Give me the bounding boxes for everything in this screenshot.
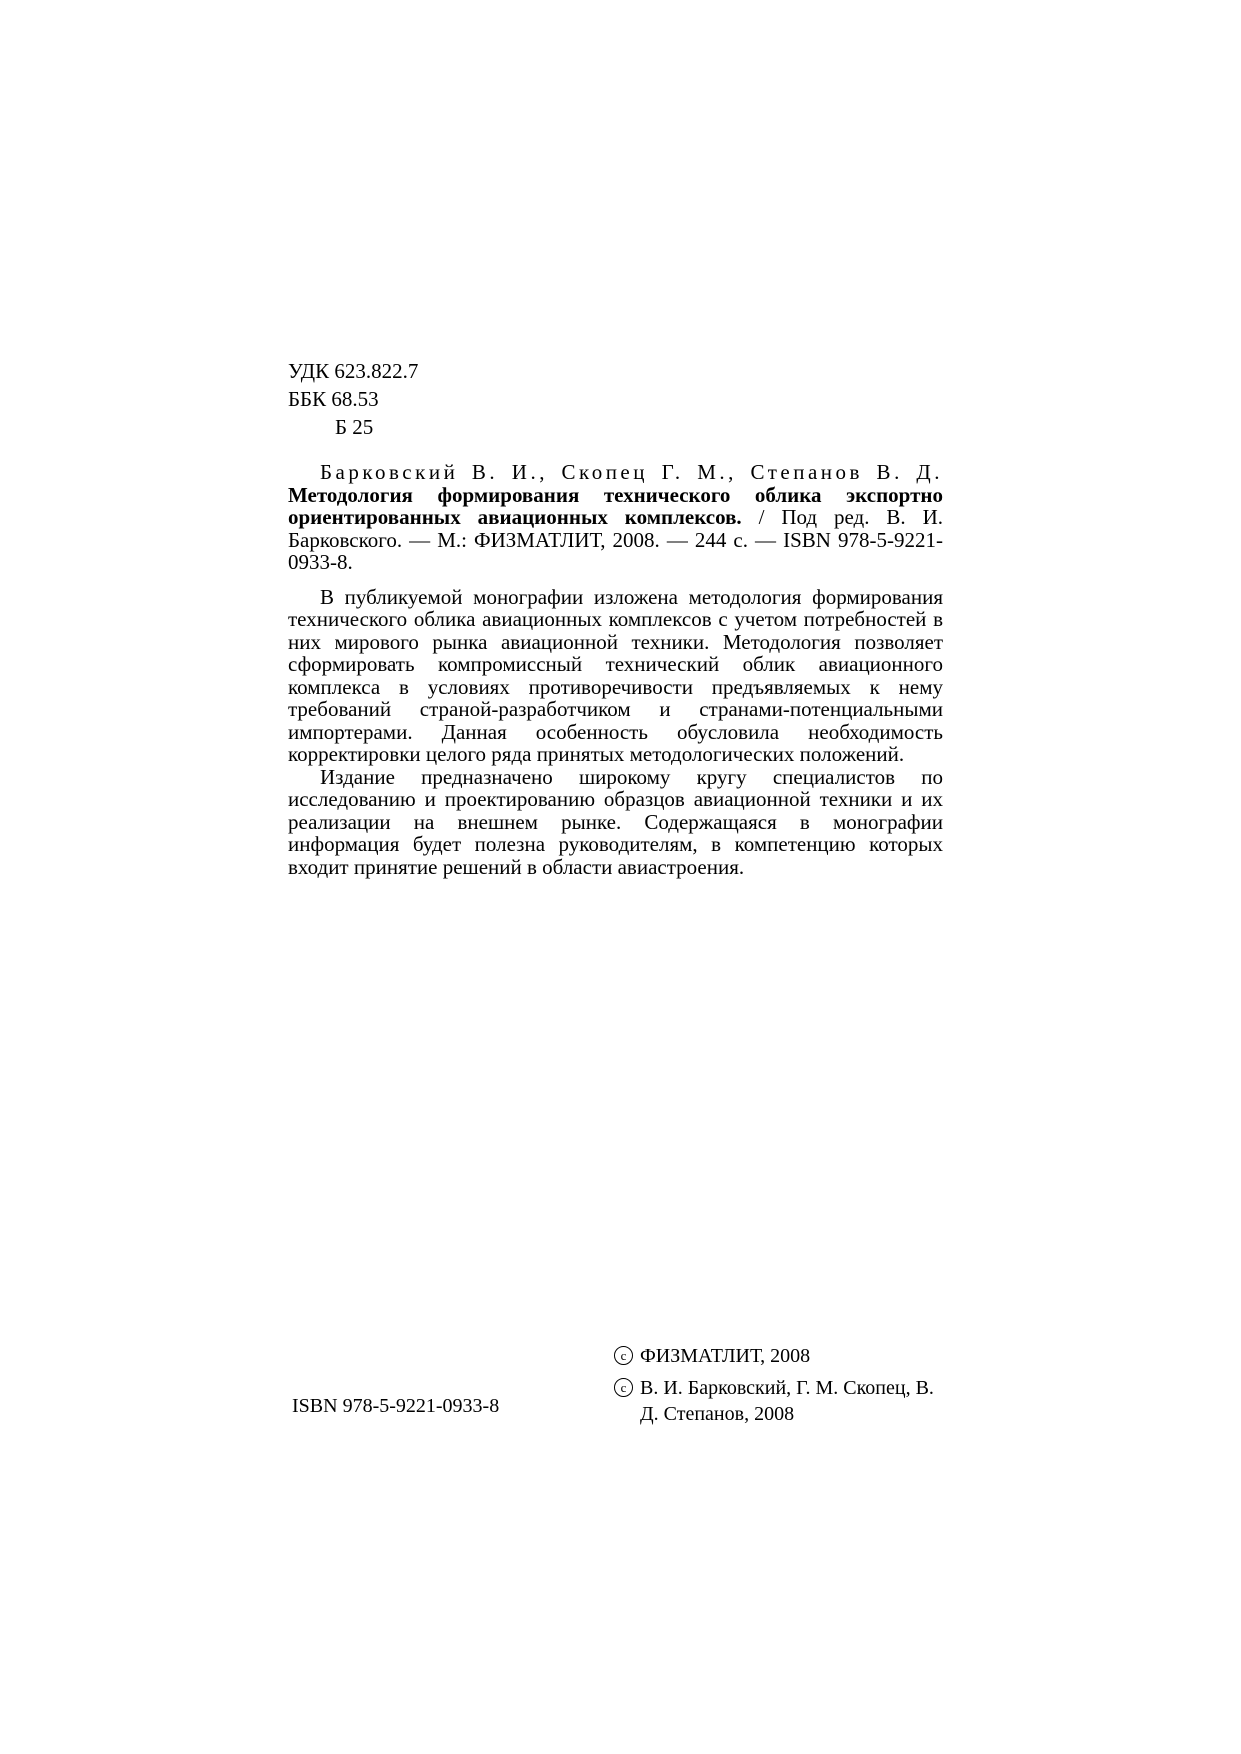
- copyright-authors: [614, 1375, 954, 1427]
- copyright-authors-text: В. И. Барковский, Г. М. Скопец, В. Д. Степанов, 2008: [640, 1377, 934, 1425]
- copyright-block: [614, 1343, 954, 1427]
- udk-code: УДК 623.822.7: [288, 359, 419, 383]
- copyright-icon: c: [614, 1378, 633, 1397]
- bibliographic-entry: [288, 461, 943, 574]
- author-mark: Б 25: [335, 415, 374, 439]
- entry-authors: Барковский В. И., Скопец Г. М., Степанов В. Д.: [320, 460, 943, 484]
- book-title: Методология формирования технического облика экспортно ориентированных авиационных комплексов.: [288, 482, 943, 529]
- copyright-publisher-text: ФИЗМАТЛИТ, 2008: [640, 1345, 811, 1367]
- annotation-paragraph: В публикуемой монографии изложена методология формирования технического облика авиационных комплексов с учетом потребностей в них мирового рынка авиационной техники. Методология позволяет сформировать компромиссный технический облик авиационного комплекса в условиях противоречивости предъявляемых к нему требований страной-разработчиком и странами-потенциальными импортерами. Данная особенность обусловила необходимость корректировки целого ряда принятых методологических положений.: [288, 584, 943, 766]
- isbn: ISBN 978-5-9221-0933-8: [292, 1395, 500, 1417]
- annotation-paragraph: Издание предназначено широкому кругу специалистов по исследованию и проектированию образцов авиационной техники и их реализации на внешнем рынке. Содержащаяся в монографии информация будет полезна руководителям, в компетенцию которых входит принятие решений в области авиастроения.: [288, 764, 943, 879]
- bbk-code: ББК 68.53: [288, 387, 379, 411]
- copyright-publisher: [614, 1343, 954, 1369]
- main-text: [288, 461, 943, 878]
- classification-codes: [288, 357, 588, 441]
- copyright-icon: c: [614, 1346, 633, 1365]
- entry-imprint: / Под ред. В. И. Барковского. — М.: ФИЗМАТЛИТ, 2008. — 244 с. — ISBN 978-5-9221-0933-8.: [288, 505, 943, 574]
